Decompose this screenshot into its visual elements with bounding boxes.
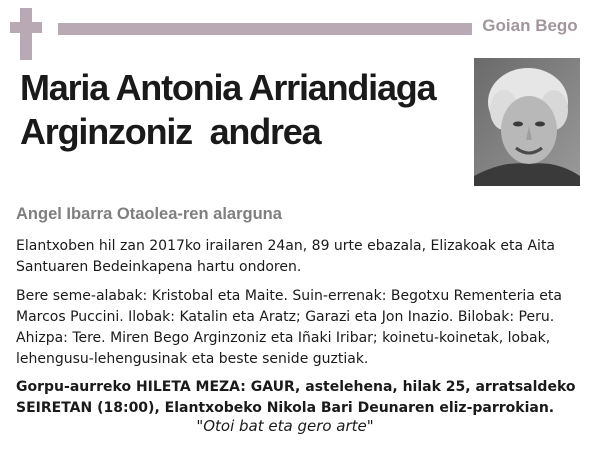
cross-horizontal-bar bbox=[10, 22, 42, 33]
portrait-image bbox=[474, 58, 580, 186]
deceased-name bbox=[20, 66, 460, 154]
deceased-portrait bbox=[474, 58, 580, 186]
header-divider-bar bbox=[58, 23, 472, 35]
section-tag: Goian Bego bbox=[482, 16, 578, 35]
closing-prayer: "Otoi bat eta gero arte" bbox=[196, 417, 374, 435]
deceased-name-line1: Maria Antonia Arriandiaga bbox=[20, 67, 436, 108]
family-members-text: Bere seme-alabak: Kristobal eta Maite. Suin-errenak: Begotxu Rementeria eta Marcos Puccini. Ilobak: Katalin eta Aratz; Garazi eta Jon Inazio. Bilobak: Peru. Ahizpa: Tere. Miren Bego Arginzoniz eta Iñaki Iribar; koinetu-koinetak, lobak, lehengusu-lehengusinak eta beste senide guztiak. bbox=[16, 288, 562, 367]
deceased-name-line2: Arginzoniz andrea bbox=[20, 111, 321, 152]
funeral-details-text: Gorpu-aurreko HILETA MEZA: GAUR, astelehena, hilak 25, arratsaldeko SEIRETAN (18:00), Elantxobeko Nikola Bari Deunaren eliz-parrokian. bbox=[16, 379, 576, 416]
death-notice-text: Elantxoben hil zan 2017ko irailaren 24an, 89 urte ebazala, Elizakoak eta Aita Santuaren Bedeinkapena hartu ondoren. bbox=[16, 238, 556, 275]
cross-vertical-bar bbox=[20, 8, 32, 60]
relationship-subtitle: Angel Ibarra Otaolea-ren alarguna bbox=[16, 205, 282, 223]
